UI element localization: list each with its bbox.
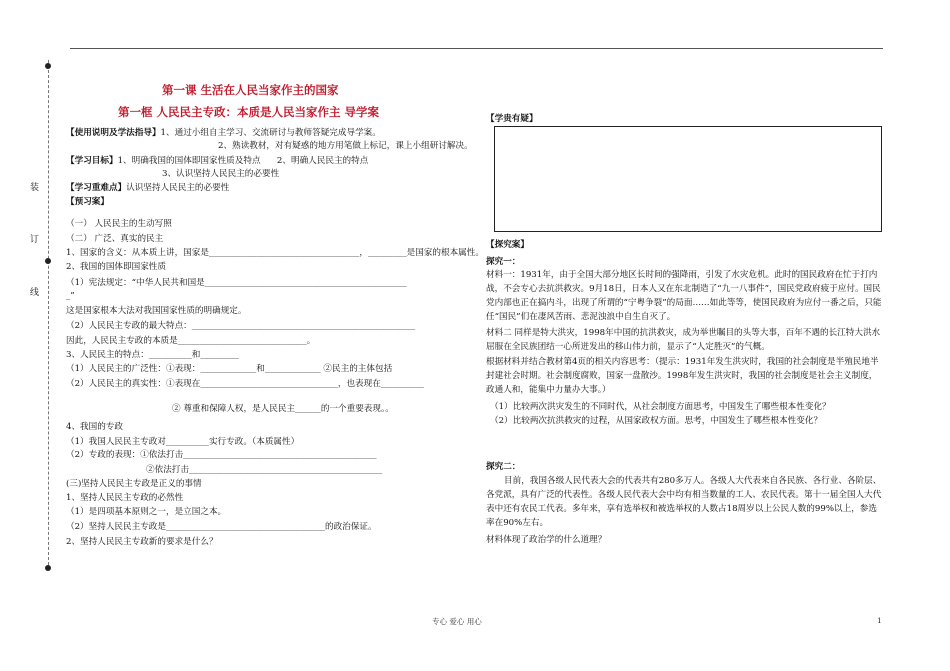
learning-goals — [66, 156, 368, 167]
preview-line: 1、国家的含义：从本质上讲，国家是___________________________________，_________是国家的根本属性。 — [66, 248, 484, 258]
preview-line: 2、我国的国体即国家性质 — [66, 262, 166, 272]
inquiry-one-hint: 根据材料并结合教材第4页的相关内容思考：（提示：1931年发生洪灾时，我国的社会制度是半殖民地半封建社会时期。社会制度腐败，国家一盘散沙。1998年发生洪灾时，我国的社会制度是社会主义制度，政通人和，能集中力量办大事。） — [486, 357, 879, 395]
preview-line: （2）专政的表现：①依法打击_____________________________________________ — [66, 450, 377, 460]
usage-label: 【使用说明及学法指导】 — [66, 128, 161, 138]
preview-line: (三)坚持人民民主专政是正义的事情 — [66, 479, 202, 489]
usage-item-2: 2、熟读教材，对有疑惑的地方用笔做上标记，课上小组研讨解决。 — [218, 141, 473, 151]
inquiry-one-question-1: （1）比较两次洪灾发生的不同时代，从社会制度方面思考，中国发生了哪些根本性变化？ — [490, 402, 831, 412]
doubts-label: 【学贵有疑】 — [486, 114, 538, 124]
preview-line: ② 尊重和保障人权，是人民民主______的一个重要表现。。 — [172, 404, 394, 414]
binding-dot — [45, 63, 51, 69]
usage-guide — [66, 128, 381, 139]
preview-line: （1）是四项基本原则之一，是立国之本。 — [66, 507, 227, 517]
header-rule — [70, 48, 883, 49]
preview-line: 4、我国的专政 — [66, 422, 124, 432]
preview-line: （1）宪法规定：“中华人民共和国是_______________________________________________ — [66, 278, 407, 288]
preview-line: 2、坚持人民民主专政新的要求是什么？ — [66, 537, 218, 547]
preview-line: （一） 人民民主的生动写照 — [66, 219, 172, 229]
inquiry-one-material-1: 材料一：1931年，由于全国大部分地区长时间的强降雨，引发了水灾危机。此时的国民政府在忙于打内战，不会专心去抗洪救灾。9月18日，日本人又在东北制造了“九一八事件”，国民党政府疲于应付。国民党内部也正在搞内斗，出现了所谓的“宁粤争裂”的局面……如此等等，使国民政府为应付一番之后，只能任“国民”们在凄风苦雨、悲泥浊浪中自生自灭了。 — [486, 270, 882, 322]
preview-label: 【预习案】 — [66, 197, 109, 207]
binding-dot — [45, 565, 51, 571]
binding-char-zhuang: 装 — [30, 183, 40, 193]
usage-item-1: 1、通过小组自主学习、交流研讨与教师答疑完成导学案。 — [160, 128, 381, 138]
inquiry-two-material: 目前，我国各级人民代表大会的代表共有280多万人。各级人大代表来自各民族、各行业、各阶层、各党派，具有广泛的代表性。各级人民代表大会中均有相当数量的工人、农民代表。第十一届全国人大代表中还有农民工代表。多年来，享有选举权和被选举权的人数占18周岁以上公民人数的99%以上，参选率在90%左右。 — [486, 476, 882, 528]
footer-motto: 专心 爱心 用心 — [432, 617, 482, 626]
goals-label: 【学习目标】 — [66, 156, 118, 166]
section-title: 第一框 人民民主专政：本质是人民当家作主 导学案 — [118, 105, 380, 119]
preview-line: （二） 广泛、真实的民主 — [66, 234, 164, 244]
key-text: 认识坚持人民民主的必要性 — [126, 183, 230, 193]
inquiry-two-label: 探究二： — [486, 462, 521, 472]
inquiry-one-question-2: （2）比较两次抗洪救灾的过程，从国家政权方面。思考，中国发生了哪些根本性变化？ — [490, 416, 823, 426]
inquiry-two-question: 材料体现了政治学的什么道理？ — [486, 535, 607, 545]
preview-line: （1）我国人民民主专政对__________实行专政。（本质属性） — [66, 437, 300, 447]
inquiry-one-label: 探究一： — [486, 257, 521, 267]
preview-line: 因此，人民民主专政的本质是______________________________。 — [66, 336, 316, 346]
preview-line: _” — [66, 291, 75, 301]
binding-dot — [45, 258, 51, 264]
preview-line: （2）坚持人民民主专政是_____________________________________的政治保证。 — [66, 522, 377, 532]
inquiry-label: 【探究案】 — [486, 240, 529, 250]
preview-line: （1）人民民主的广泛性：①表现：_____________和_____________ ②民主的主体包括 — [66, 364, 393, 374]
page-number: 1 — [877, 616, 882, 625]
preview-line: 这是国家根本大法对我国国家性质的明确规定。 — [66, 306, 247, 316]
lesson-title: 第一课 生活在人民当家作主的国家 — [162, 83, 339, 97]
goals-line-1: 1、明确我国的国体即国家性质及特点 2、明确人民民主的特点 — [117, 156, 369, 166]
goals-line-2: 3、认识坚持人民民主的必要性 — [162, 169, 280, 179]
preview-line: ②依法打击_____________________________________________ — [146, 465, 383, 475]
key-points — [66, 183, 229, 194]
preview-line: 1、坚持人民民主专政的必然性 — [66, 493, 184, 503]
preview-line: （2）人民民主的真实性：①表现在________________________________，也表现在__________ — [66, 379, 424, 389]
key-label: 【学习重难点】 — [66, 183, 127, 193]
binding-line — [48, 60, 49, 570]
inquiry-one-material-2: 材料二 同样是特大洪灾，1998年中国的抗洪救灾，成为举世瞩目的头等大事，百年不遇的长江特大洪水屈服在全民族团结一心所迸发出的移山伟力前，显示了“人定胜灭”的气概。 — [486, 328, 881, 352]
preview-line: （2）人民民主专政的最大特点：____________________________________________________ — [66, 321, 416, 331]
binding-char-ding: 订 — [30, 235, 40, 245]
binding-char-xian: 线 — [30, 288, 40, 298]
preview-line: 3、人民民主的特点：__________和_________ — [66, 350, 240, 360]
doubts-answer-box[interactable] — [494, 126, 882, 232]
